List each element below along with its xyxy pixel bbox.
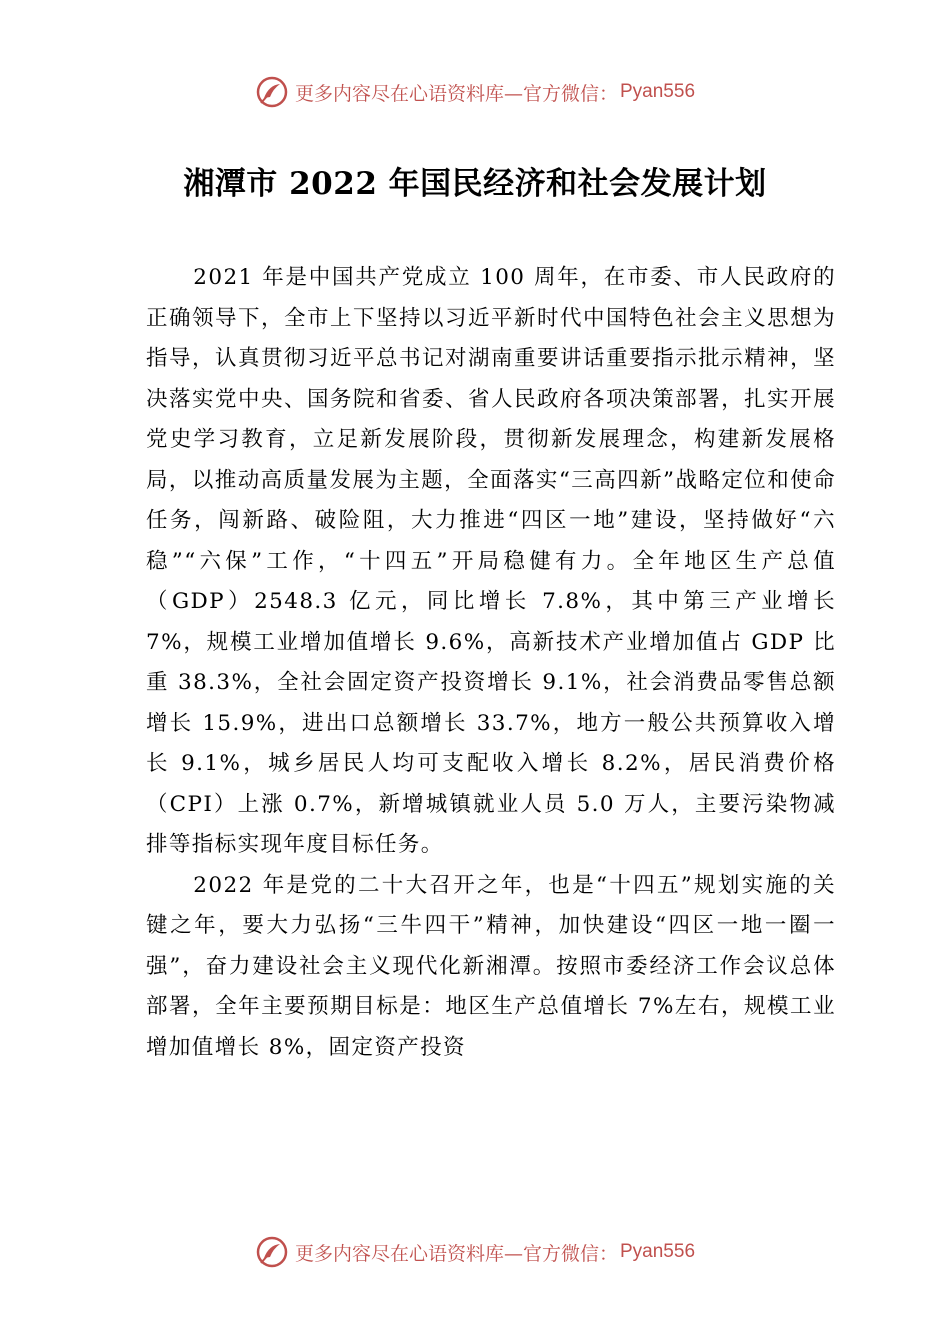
paragraph-2021-review: 2021 年是中国共产党成立 100 周年，在市委、市人民政府的正确领导下，全市上下坚持以习近平新时代中国特色社会主义思想为指导，认真贯彻习近平总书记对湖南重要讲话重要指示批示精神，坚决落实党中央、国务院和省委、省人民政府各项决策部署，扎实开展党史学习教育，立足新发展阶段，贯彻新发展理念，构建新发展格局，以推动高质量发展为主题，全面落实“三高四新”战略定位和使命任务，闯新路、破险阻，大力推进“四区一地”建设，坚持做好“六稳”“六保”工作，“十四五”开局稳健有力。全年地区生产总值（GDP）2548.3 亿元，同比增长 7.8%，其中第三产业增长 7%，规模工业增加值增长 9.6%，高新技术产业增加值占 GDP 比重 38.3%，全社会固定资产投资增长 9.1%，社会消费品零售总额增长 15.9%，进出口总额增长 33.7%，地方一般公共预算收入增长 9.1%，城乡居民人均可支配收入增长 8.2%，居民消费价格（CPI）上涨 0.7%，新增城镇就业人员 5.0 万人，主要污染物减排等指标实现年度目标任务。 [146, 265, 836, 857]
footer-watermark [0, 1232, 950, 1272]
watermark-text: 更多内容尽在心语资料库—官方微信： [294, 82, 618, 105]
document-title: 湘潭市 2022 年国民经济和社会发展计划 [183, 166, 767, 202]
header-watermark [0, 72, 950, 112]
watermark-wechat-id: Pyan556 [620, 1241, 696, 1262]
document-body [146, 258, 836, 1068]
paragraph-2022-targets: 2022 年是党的二十大召开之年，也是“十四五”规划实施的关键之年，要大力弘扬“三牛四干”精神，加快建设“四区一地一圈一强”，奋力建设社会主义现代化新湘潭。按照市委经济工作会议总体部署，全年主要预期目标是：地区生产总值增长 7%左右，规模工业增加值增长 8%，固定资产投资 [146, 872, 836, 1060]
watermark-text: 更多内容尽在心语资料库—官方微信： [294, 1242, 618, 1265]
watermark-wechat-id: Pyan556 [620, 81, 696, 102]
watermark-logo-icon [255, 1235, 289, 1269]
watermark-logo-icon [255, 75, 289, 109]
